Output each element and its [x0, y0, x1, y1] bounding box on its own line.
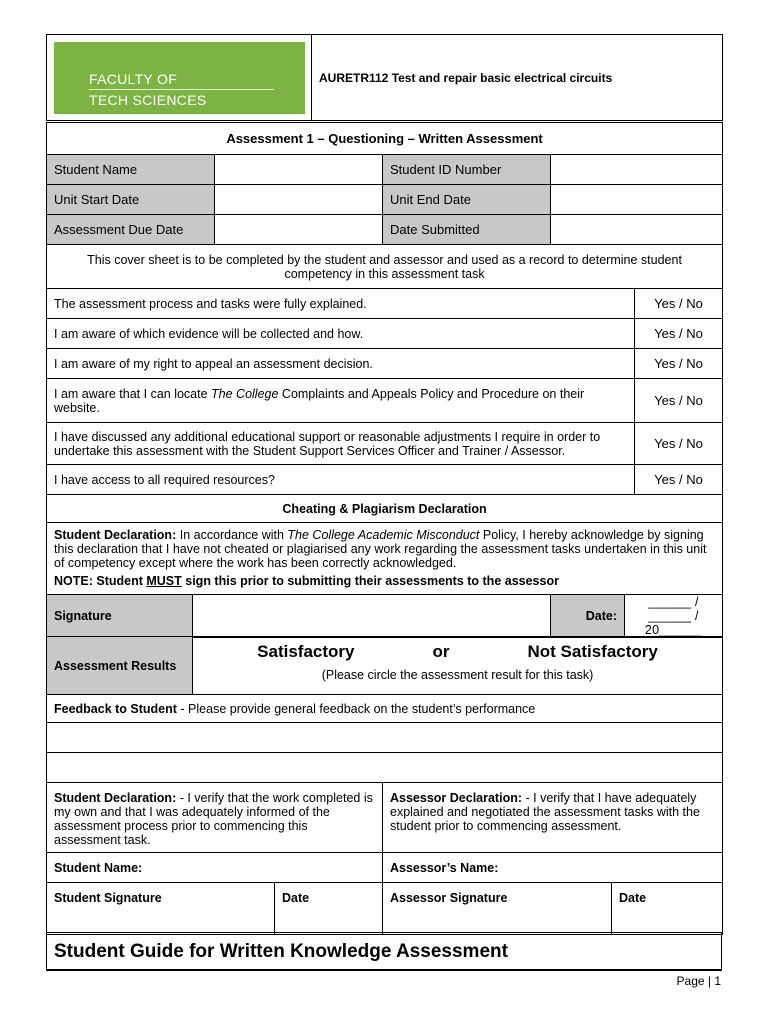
student-name-label: Student Name	[47, 155, 215, 185]
logo-line-2: TECH SCIENCES	[89, 92, 207, 108]
unit-start-label: Unit Start Date	[47, 185, 215, 215]
assessment-title: Assessment 1 – Questioning – Written Assessment	[47, 123, 723, 155]
satisfactory-option[interactable]: Satisfactory	[257, 642, 355, 661]
feedback-row	[47, 695, 723, 723]
unit-start-field[interactable]	[215, 185, 383, 215]
declaration-policy: The College Academic Misconduct	[287, 528, 480, 542]
logo-cell	[47, 35, 312, 121]
footer-rule	[46, 969, 722, 970]
date-submitted-label: Date Submitted	[383, 215, 551, 245]
question-1: The assessment process and tasks were fully explained.	[47, 289, 635, 319]
results-choice-cell	[193, 637, 723, 695]
results-label: Assessment Results	[47, 637, 193, 695]
due-date-label: Assessment Due Date	[47, 215, 215, 245]
header-table	[46, 34, 723, 121]
results-table	[46, 636, 723, 935]
yes-no-3[interactable]: Yes / No	[635, 349, 723, 379]
yes-no-4[interactable]: Yes / No	[635, 379, 723, 423]
feedback-line-1[interactable]	[47, 723, 723, 753]
assessor-signature[interactable]: Assessor Signature	[383, 883, 612, 935]
student-name-field[interactable]	[215, 155, 383, 185]
yes-no-6[interactable]: Yes / No	[635, 465, 723, 495]
or-text: or	[432, 642, 450, 661]
note-start: NOTE: Student	[54, 574, 147, 588]
unit-title: AURETR112 Test and repair basic electrical circuits	[319, 71, 613, 85]
student-id-label: Student ID Number	[383, 155, 551, 185]
question-4	[47, 379, 635, 423]
yes-no-5[interactable]: Yes / No	[635, 423, 723, 465]
cheating-title: Cheating & Plagiarism Declaration	[47, 495, 723, 523]
circle-note: (Please circle the assessment result for this task)	[321, 668, 594, 682]
student-sign-date[interactable]: Date	[275, 883, 383, 935]
assessor-decl-text: - I verify that I have adequately explained and negotiated the assessment tasks with the student prior to commencing assessment.	[390, 791, 700, 833]
not-satisfactory-option[interactable]: Not Satisfactory	[527, 642, 658, 661]
unit-title-cell	[312, 35, 723, 121]
question-6: I have access to all required resources?	[47, 465, 635, 495]
question-4-end: Complaints and Appeals Policy and Procedure on their website.	[54, 386, 585, 415]
feedback-label: Feedback to Student	[54, 701, 177, 716]
signature-field[interactable]	[193, 595, 551, 638]
yes-no-2[interactable]: Yes / No	[635, 319, 723, 349]
declaration-label: Student Declaration:	[54, 528, 177, 542]
declaration-start: In accordance with	[176, 528, 288, 542]
due-date-field[interactable]	[215, 215, 383, 245]
student-decl-text: - I verify that the work completed is my own and that I was adequately informed of the assessment process prior to commencing this assessment task.	[54, 791, 373, 847]
question-4-college: The College	[211, 386, 279, 401]
assessor-sign-date[interactable]: Date	[612, 883, 723, 935]
question-4-start: I am aware that I can locate	[54, 386, 212, 401]
faculty-logo	[54, 42, 305, 114]
question-3: I am aware of my right to appeal an assessment decision.	[47, 349, 635, 379]
yes-no-1[interactable]: Yes / No	[635, 289, 723, 319]
question-5: I have discussed any additional educational support or reasonable adjustments I require in order to undertake this assessment with the Student Support Services Officer and Trainer / Assessor.	[47, 423, 635, 465]
feedback-text: - Please provide general feedback on the student’s performance	[176, 701, 536, 716]
assessor-name-sign[interactable]: Assessor’s Name:	[383, 853, 723, 883]
date-line[interactable]: ______ / ______ / 20______	[625, 595, 723, 638]
note-must: MUST	[146, 574, 182, 588]
declaration-text	[54, 528, 715, 570]
signature-label: Signature	[47, 595, 193, 638]
student-name-sign[interactable]: Student Name:	[47, 853, 383, 883]
logo-line-1: FACULTY OF	[89, 71, 178, 87]
student-declaration	[47, 523, 723, 595]
results-choices	[200, 642, 715, 661]
date-submitted-field[interactable]	[551, 215, 723, 245]
logo-divider	[89, 89, 274, 90]
unit-end-label: Unit End Date	[383, 185, 551, 215]
date-label: Date:	[551, 595, 625, 638]
declaration-note	[54, 574, 715, 588]
assessor-decl-label: Assessor Declaration:	[390, 791, 523, 805]
declaration-end: Policy, I hereby acknowledge by signing this declaration that I have not cheated or plagiarised any work regarding the assessment tasks undertaken in this unit of competency except where the work has been correctly acknowledged.	[54, 528, 707, 570]
student-id-field[interactable]	[551, 155, 723, 185]
unit-end-field[interactable]	[551, 185, 723, 215]
guide-table	[46, 932, 722, 971]
student-signature[interactable]: Student Signature	[47, 883, 275, 935]
page-number: Page | 1	[676, 974, 721, 988]
question-2: I am aware of which evidence will be collected and how.	[47, 319, 635, 349]
feedback-line-2[interactable]	[47, 753, 723, 783]
assessor-declaration-cell	[383, 783, 723, 853]
student-declaration-cell	[47, 783, 383, 853]
guide-title: Student Guide for Written Knowledge Assessment	[47, 933, 722, 971]
assessment-table	[46, 122, 723, 638]
student-decl-label: Student Declaration:	[54, 791, 177, 805]
note-end: sign this prior to submitting their assessments to the assessor	[181, 574, 559, 588]
cover-note: This cover sheet is to be completed by the student and assessor and used as a record to determine student competency in this assessment task	[47, 245, 723, 289]
